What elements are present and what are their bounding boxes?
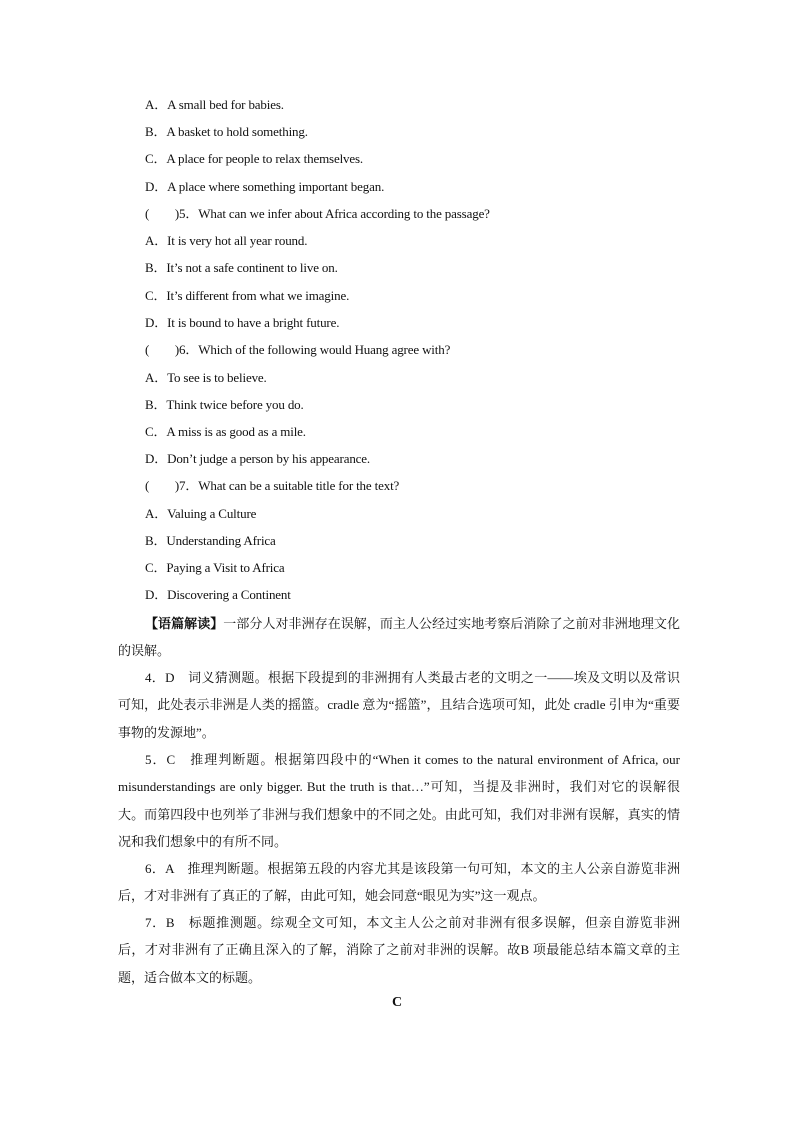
q6-option-c: C．A miss is as good as a mile. [145,424,306,439]
q5-stem: ( )5．What can we infer about Africa according to the passage? [145,206,490,221]
next-section-heading: C [391,995,403,1010]
explanation-text-6: 推理判断题。根据第五段的内容尤其是该段第一句可知，本文的主人公亲自游览非洲后，才对非洲有了真正的了解，由此可知，她会同意“眼见为实”这一观点。 [118,861,680,904]
q4-option-d: D．A place where something important began. [145,179,385,194]
q4-option-b: B．A basket to hold something. [145,124,308,139]
answer-explanation-5 [118,746,680,855]
answer-key-4: 4．D [145,670,189,685]
q5-option-d: D．It is bound to have a bright future. [145,315,340,330]
answer-explanation-4 [118,664,680,746]
summary-tag: 【语篇解读】 [145,616,224,631]
q5-option-a: A．It is very hot all year round. [145,233,308,248]
q4-option-c: C．A place for people to relax themselves. [145,151,364,166]
summary-text: 一部分人对非洲存在误解，而主人公经过实地考察后消除了之前对非洲地理文化的误解。 [118,616,680,659]
explanation-text-5: 推理判断题。根据第四段中的“When it comes to the natural environment of Africa, our misunderstandings are only bigger. But the truth is that…”可知，当提及非洲时，我们对它的误解很大。而第四段中也列举了非洲与我们想象中的不同之处。由此可知，我们对非洲有误解，真实的情况和我们想象中的有所不同。 [118,752,680,849]
answer-key-6: 6．A [145,861,188,876]
q7-option-a: A．Valuing a Culture [145,506,257,521]
q7-option-d: D．Discovering a Continent [145,587,291,602]
q5-option-c: C．It’s different from what we imagine. [145,288,350,303]
q6-stem: ( )6．Which of the following would Huang agree with? [145,342,451,357]
answer-explanation-7 [118,909,680,991]
q5-option-b: B．It’s not a safe continent to live on. [145,260,338,275]
answer-key-5: 5．C [145,752,191,767]
explanation-text-7: 标题推测题。综观全文可知，本文主人公之前对非洲有很多误解，但亲自游览非洲后，才对非洲有了正确且深入的了解，消除了之前对非洲的误解。故B 项最能总结本篇文章的主题，适合做本文的标题。 [118,915,680,985]
passage-summary [118,610,680,665]
answer-explanation-6 [118,855,680,910]
explanation-text-4: 词义猜测题。根据下段提到的非洲拥有人类最古老的文明之一——埃及文明以及常识可知，此处表示非洲是人类的摇篮。cradle 意为“摇篮”，且结合选项可知，此处 cradle 引申为“重要事物的发源地”。 [118,670,680,740]
q7-stem: ( )7．What can be a suitable title for the text? [145,478,400,493]
answer-key-7: 7．B [145,915,189,930]
q6-option-d: D．Don’t judge a person by his appearance. [145,451,371,466]
q6-option-a: A．To see is to believe. [145,370,267,385]
q7-option-c: C．Paying a Visit to Africa [145,560,285,575]
q4-option-a: A．A small bed for babies. [145,97,284,112]
q7-option-b: B．Understanding Africa [145,533,276,548]
q6-option-b: B．Think twice before you do. [145,397,304,412]
